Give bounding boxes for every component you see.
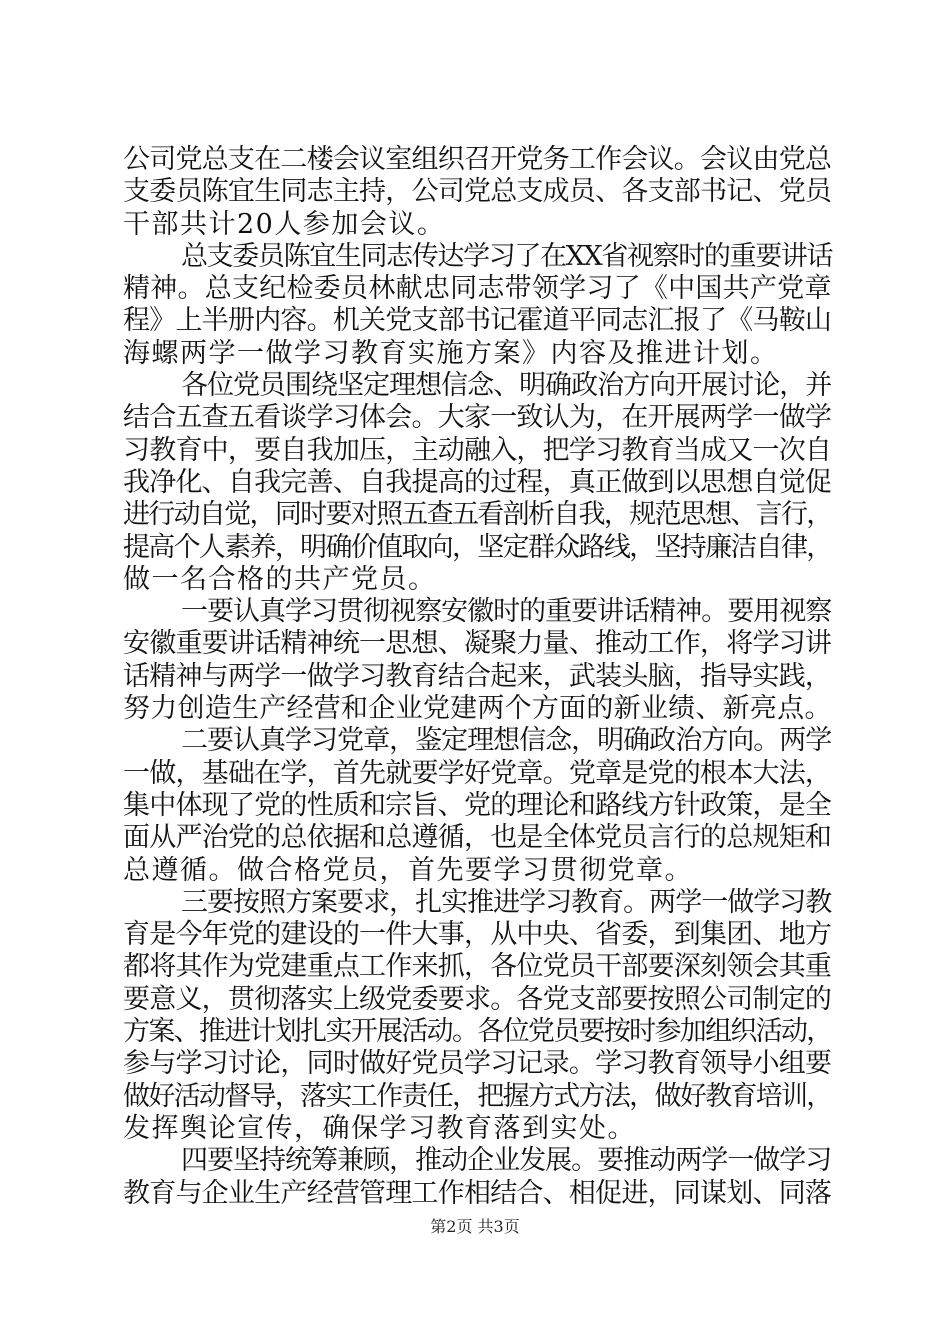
text-line: 集中体现了党的性质和宗旨、党的理论和路线方针政策，是全 xyxy=(123,789,832,821)
text-line: 公司党总支在二楼会议室组织召开党务工作会议。会议由党总 xyxy=(123,144,832,175)
paragraph-first-line: 总支委员陈宜生同志传达学习了在XX省视察时的重要讲话 xyxy=(181,240,833,272)
text-line: 面从严治党的总依据和总遵循，也是全体党员言行的总规矩和 xyxy=(123,822,832,854)
text-line: 总遵循。做合格党员，首先要学习贯彻党章。 xyxy=(123,854,693,886)
text-line: 一做，基础在学，首先就要学好党章。党章是党的根本大法， xyxy=(123,757,832,789)
text-line: 教育与企业生产经营管理工作相结合、相促进，同谋划、同落 xyxy=(123,1177,832,1209)
text-line: 进行动自觉，同时要对照五查五看剖析自我，规范思想、言行， xyxy=(123,499,832,531)
text-line: 干部共计20人参加会议。 xyxy=(123,208,446,240)
text-line: 都将其作为党建重点工作来抓，各位党员干部要深刻领会其重 xyxy=(123,951,832,983)
text-line: 育是今年党的建设的一件大事，从中央、省委，到集团、地方 xyxy=(123,919,832,951)
text-line: 做一名合格的共产党员。 xyxy=(123,563,437,595)
document-body xyxy=(123,144,833,1210)
paragraph-first-line: 三要按照方案要求，扎实推进学习教育。两学一做学习教 xyxy=(181,886,832,918)
text-line: 参与学习讨论，同时做好党员学习记录。学习教育领导小组要 xyxy=(123,1048,832,1080)
text-line: 习教育中，要自我加压，主动融入，把学习教育当成又一次自 xyxy=(123,434,832,466)
text-line: 精神。总支纪检委员林献忠同志带领学习了《中国共产党章 xyxy=(123,273,832,305)
text-line: 话精神与两学一做学习教育结合起来，武装头脑，指导实践， xyxy=(123,660,832,692)
paragraph-first-line: 四要坚持统筹兼顾，推动企业发展。要推动两学一做学习 xyxy=(181,1145,832,1177)
text-line: 努力创造生产经营和企业党建两个方面的新业绩、新亮点。 xyxy=(123,693,832,725)
page-footer: 第2页 共3页 xyxy=(430,1217,520,1236)
text-line: 程》上半册内容。机关党支部书记霍道平同志汇报了《马鞍山 xyxy=(123,305,832,337)
paragraph-first-line: 一要认真学习贯彻视察安徽时的重要讲话精神。要用视察 xyxy=(181,596,832,628)
text-line: 做好活动督导，落实工作责任，把握方式方法，做好教育培训， xyxy=(123,1080,832,1112)
text-line: 方案、推进计划扎实开展活动。各位党员要按时参加组织活动， xyxy=(123,1016,832,1048)
text-line: 海螺两学一做学习教育实施方案》内容及推进计划。 xyxy=(123,337,779,369)
text-line: 结合五查五看谈学习体会。大家一致认为，在开展两学一做学 xyxy=(123,402,832,434)
text-line: 发挥舆论宣传，确保学习教育落到实处。 xyxy=(123,1112,636,1144)
text-line: 要意义，贯彻落实上级党委要求。各党支部要按照公司制定的 xyxy=(123,983,832,1015)
paragraph-first-line: 各位党员围绕坚定理想信念、明确政治方向开展讨论，并 xyxy=(181,370,832,402)
text-line: 提高个人素养，明确价值取向，坚定群众路线，坚持廉洁自律， xyxy=(123,531,832,563)
text-line: 安徽重要讲话精神统一思想、凝聚力量、推动工作，将学习讲 xyxy=(123,628,832,660)
paragraph-first-line: 二要认真学习党章，鉴定理想信念，明确政治方向。两学 xyxy=(181,725,832,757)
text-line: 支委员陈宜生同志主持，公司党总支成员、各支部书记、党员 xyxy=(123,176,832,208)
text-line: 我净化、自我完善、自我提高的过程，真正做到以思想自觉促 xyxy=(123,466,832,498)
